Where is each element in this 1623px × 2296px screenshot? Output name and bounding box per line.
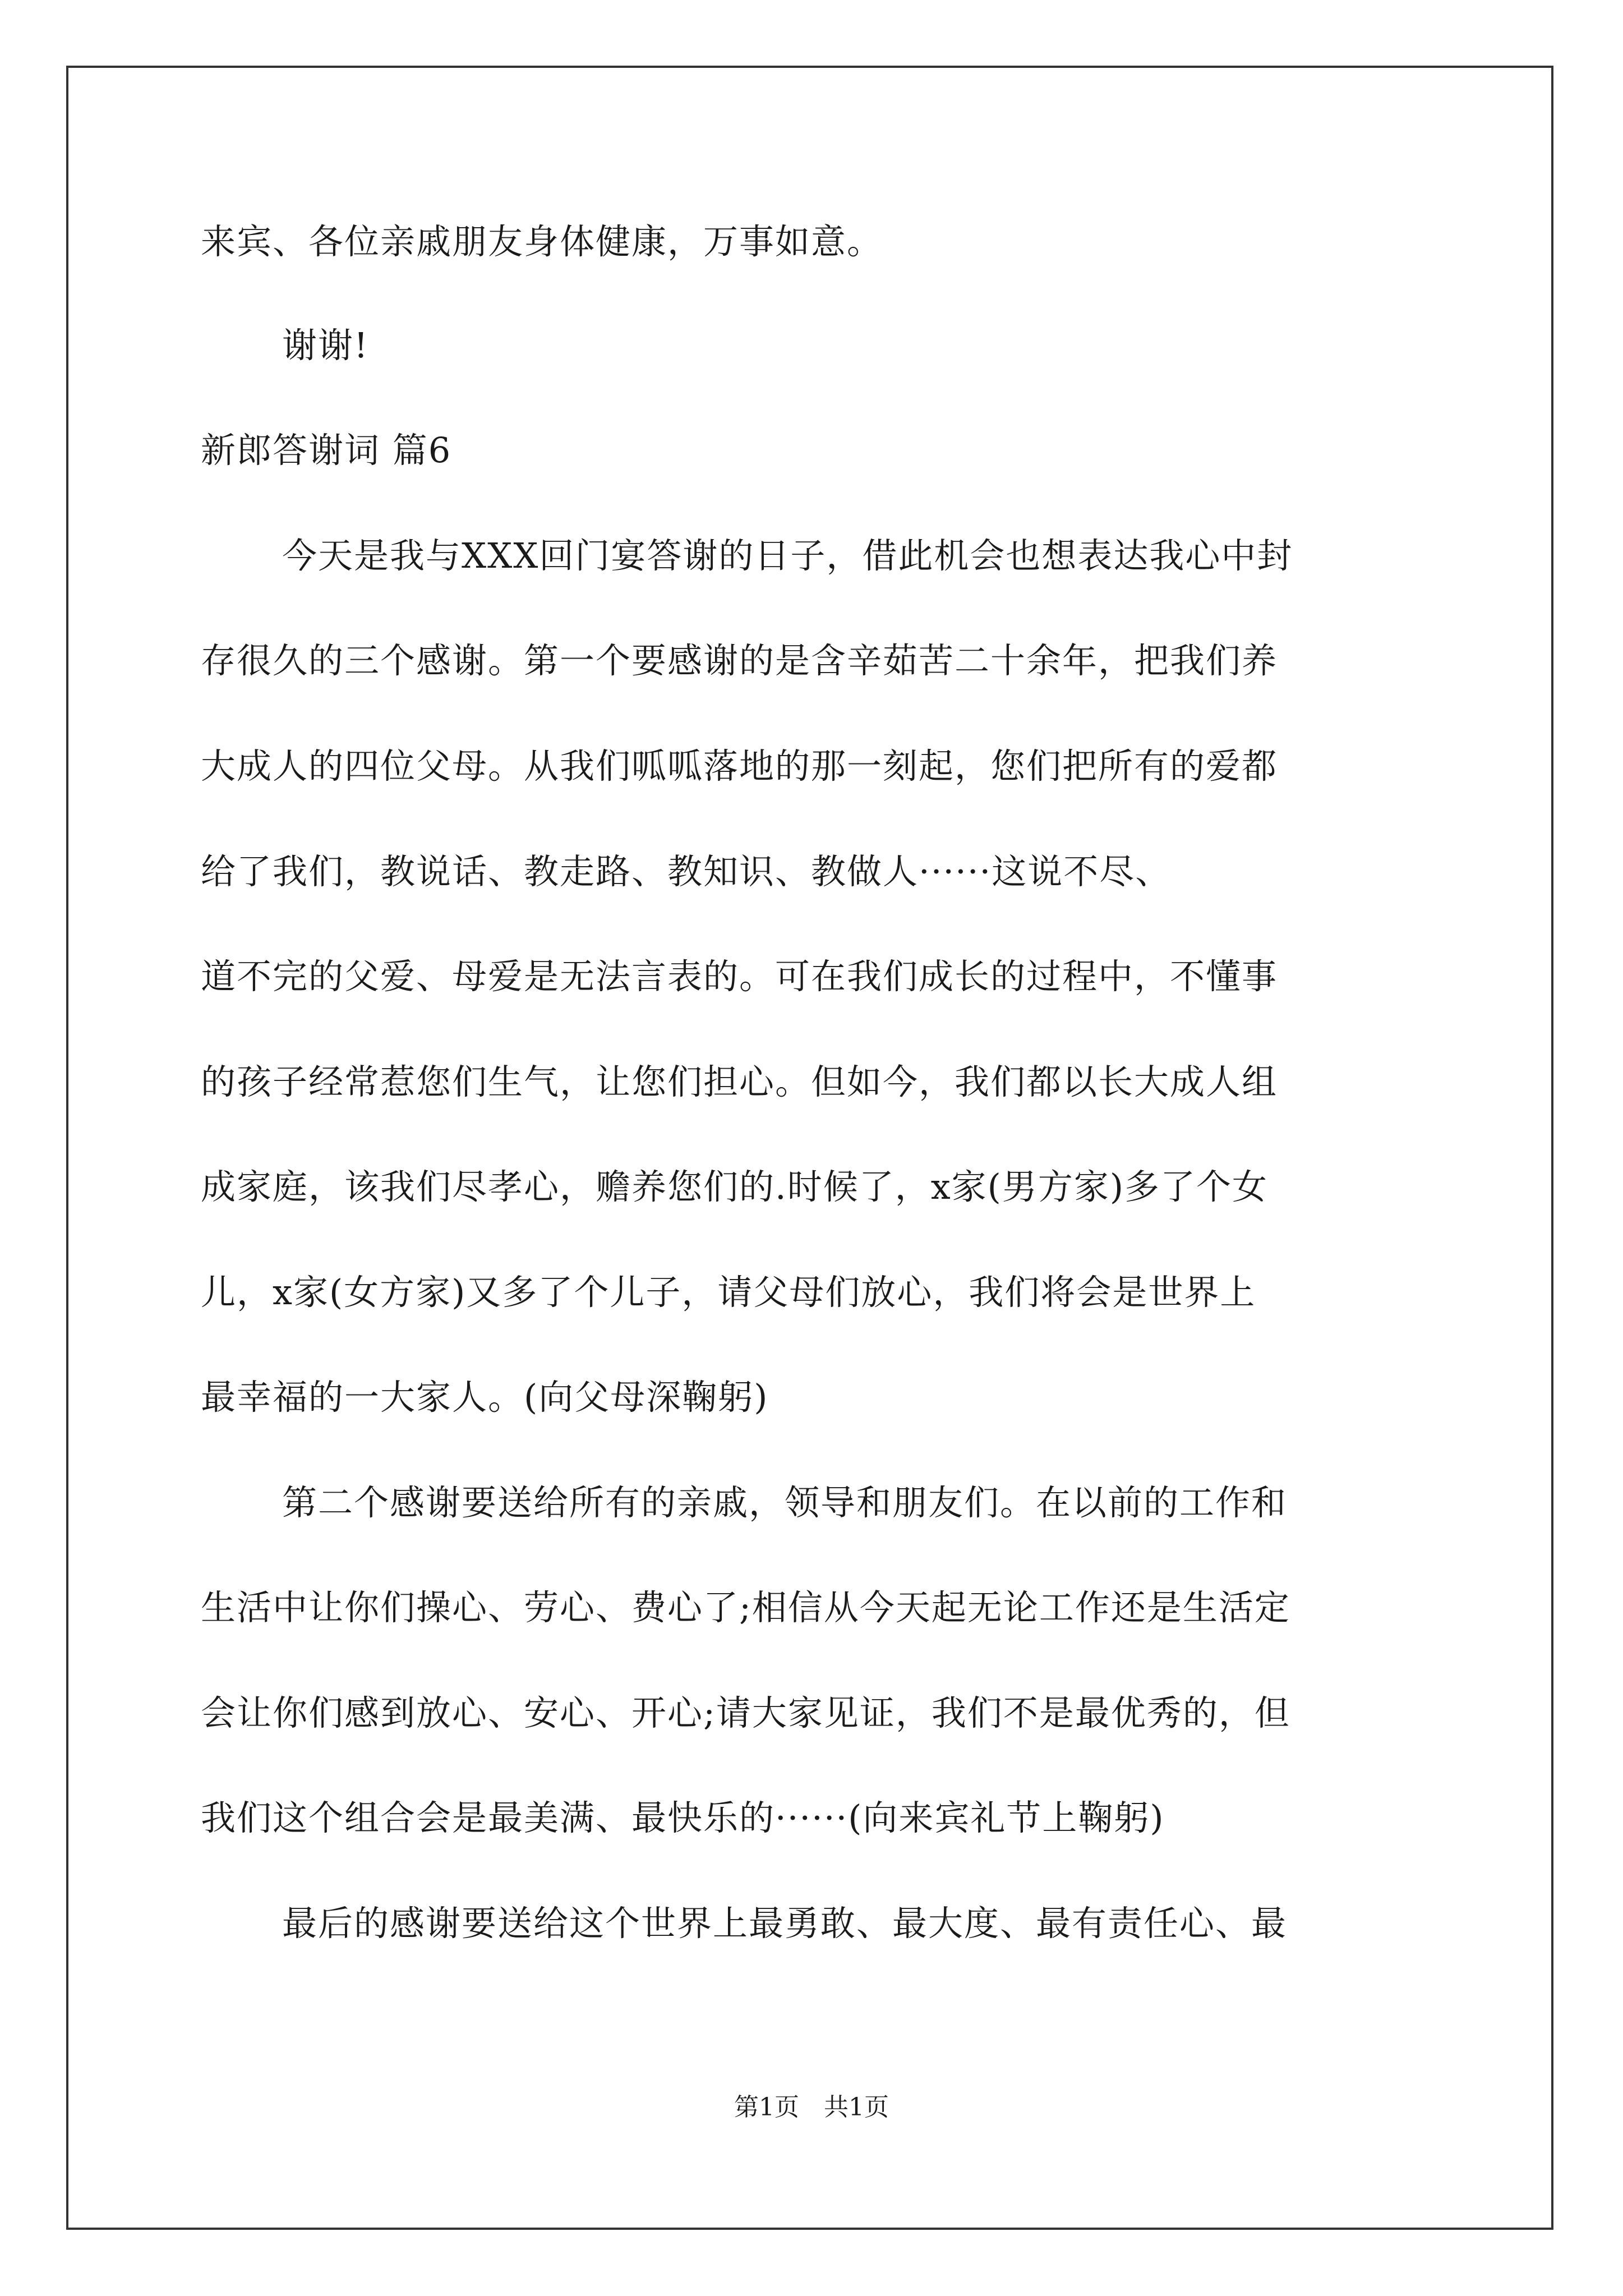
paragraph-1-line-4: 给了我们，教说话、教走路、教知识、教做人······这说不尽、 xyxy=(201,851,1172,892)
section-heading: 新郎答谢词 篇6 xyxy=(201,430,452,471)
paragraph-1-line-5: 道不完的父爱、母爱是无法言表的。可在我们成长的过程中，不懂事 xyxy=(201,956,1278,997)
page-footer: 第1页 共1页 xyxy=(734,2093,889,2122)
paragraph-2-line-1: 第二个感谢要送给所有的亲戚，领导和朋友们。在以前的工作和 xyxy=(282,1482,1288,1523)
paragraph-2-line-2: 生活中让你们操心、劳心、费心了;相信从今天起无论工作还是生活定 xyxy=(201,1587,1290,1628)
paragraph-2-line-4: 我们这个组合会是最美满、最快乐的······(向来宾礼节上鞠躬) xyxy=(201,1797,1165,1838)
paragraph-3-line-1: 最后的感谢要送给这个世界上最勇敢、最大度、最有责任心、最 xyxy=(282,1903,1288,1944)
paragraph-1-line-2: 存很久的三个感谢。第一个要感谢的是含辛茹苦二十余年，把我们养 xyxy=(201,640,1278,681)
paragraph-1-line-8: 儿，x家(女方家)又多了个儿子，请父母们放心，我们将会是世界上 xyxy=(201,1272,1256,1313)
paragraph-1-line-6: 的孩子经常惹您们生气，让您们担心。但如今，我们都以长大成人组 xyxy=(201,1061,1278,1102)
body-line-continuation: 来宾、各位亲戚朋友身体健康，万事如意。 xyxy=(201,221,883,262)
paragraph-1-line-3: 大成人的四位父母。从我们呱呱落地的那一刻起，您们把所有的爱都 xyxy=(201,746,1278,786)
paragraph-2-line-3: 会让你们感到放心、安心、开心;请大家见证，我们不是最优秀的，但 xyxy=(201,1692,1290,1733)
paragraph-1-line-9: 最幸福的一大家人。(向父母深鞠躬) xyxy=(201,1377,769,1418)
paragraph-1-line-1: 今天是我与XXX回门宴答谢的日子，借此机会也想表达我心中封 xyxy=(282,535,1293,576)
thanks-line: 谢谢! xyxy=(282,325,369,366)
paragraph-1-line-7: 成家庭，该我们尽孝心，赡养您们的.时候了，x家(男方家)多了个女 xyxy=(201,1166,1269,1207)
